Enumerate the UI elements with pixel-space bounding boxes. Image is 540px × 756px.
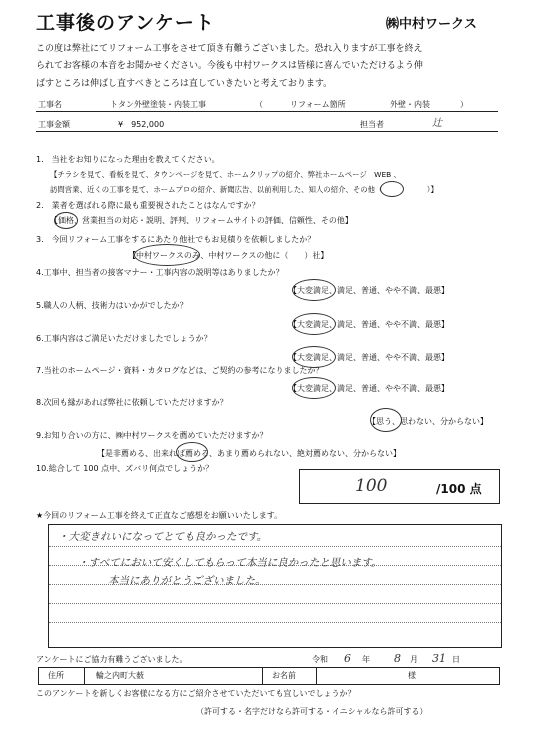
staff-value: 辻 xyxy=(432,118,442,129)
q3-text: 3. 今回リフォーム工事をするにあたり他社でもお見積りを依頼しましたか？ xyxy=(36,235,316,244)
q10-text: 10.総合して 100 点中、ズバリ何点でしょうか？ xyxy=(36,464,214,473)
score-max: /100 点 xyxy=(436,482,482,496)
q1-answer-circle xyxy=(380,181,404,197)
work-name-label: 工事名 xyxy=(38,100,62,109)
paren-open: （ xyxy=(255,100,263,109)
q9-text: 9.お知り合いの方に、㈱中村ワークスを薦めていただけますか？ xyxy=(36,431,268,440)
date-month-unit: 月 xyxy=(410,655,418,664)
amount-label: 工事金額 xyxy=(38,120,70,129)
date-year-unit: 年 xyxy=(362,655,370,664)
comment-line-2: ・すべてにおいて安くしてもらって本当に良かったと思います。 xyxy=(78,557,382,569)
q1-options-1: 【チラシを見て、看板を見て、タウンページを見て、ホームクリップの紹介、弊社ホームページ WEB 、 xyxy=(50,170,401,179)
q3-answer-circle xyxy=(134,244,200,266)
q4-answer-circle xyxy=(292,279,336,301)
q2-text: 2. 業者を選ばれる際に最も重要視されたことはなんですか？ xyxy=(36,201,260,210)
q2-answer-circle xyxy=(54,212,78,229)
q3-options: 【中村ワークスのみ、中村ワークスの他に（ ）社】 xyxy=(128,251,329,260)
referral-options: （許可する・名字だけなら許可する・イニシャルなら許可する） xyxy=(196,707,428,716)
q9-options: 【是非薦める、出来れば薦める、あまり薦められない、絶対薦めない、分からない】 xyxy=(97,449,401,458)
q6-text: 6.工事内容はご満足いただけましたでしょうか？ xyxy=(36,334,212,343)
date-month: 8 xyxy=(394,652,401,665)
q9-answer-circle xyxy=(176,442,208,462)
q5-answer-circle xyxy=(292,313,336,335)
q8-options: 【思う、思わない、分からない】 xyxy=(368,417,488,426)
q6-options: 【大変満足、満足、普通、やや不満、最悪】 xyxy=(289,353,449,362)
info-line-2 xyxy=(36,131,498,132)
comment-rule xyxy=(49,603,501,604)
intro-line-3: ばすところは伸ばし直すべきところは直していきたいと考えております。 xyxy=(36,79,333,89)
location-label: リフォーム箇所 xyxy=(290,100,346,109)
q2-options: 【価格、営業担当の対応・説明、評判、リフォームサイトの評価、信頼性、その他】 xyxy=(50,216,353,225)
intro-line-1: この度は弊社にてリフォーム工事をさせて頂き有難うございました。恐れ入りますが工事を終え xyxy=(36,44,423,54)
date-year: 6 xyxy=(344,652,351,665)
q1-options-2: 訪問営業、近くの工事を見て、ホームプロの紹介、新聞広告、以前利用した、知人の紹介、その他（ ）】 xyxy=(50,185,438,194)
q7-text: 7.当社のホームページ・資料・カタログなどは、ご契約の参考になりましたか？ xyxy=(36,366,324,375)
comment-rule xyxy=(49,546,501,547)
q5-text: 5.職人の人柄、技術力はいかがでしたか？ xyxy=(36,301,188,310)
date-day: 31 xyxy=(432,652,446,665)
address-value: 輪之内町大薮 xyxy=(96,671,144,680)
date-era: 令和 xyxy=(312,655,328,664)
comment-line-1: ・大変きれいになってとても良かったです。 xyxy=(58,531,268,543)
info-line-1 xyxy=(36,111,498,112)
referral-question: このアンケートを新しくお客様になる方にご紹介させていただいても宜しいでしょうか？ xyxy=(36,689,356,698)
comment-prompt: ★今回のリフォーム工事を終えて正直なご感想をお願いいたします。 xyxy=(36,511,283,520)
staff-label: 担当者 xyxy=(360,120,384,129)
address-label: 住所 xyxy=(48,671,64,680)
name-suffix: 様 xyxy=(408,671,416,680)
q4-options: 【大変満足、満足、普通、やや不満、最悪】 xyxy=(289,286,449,295)
page-title: 工事後のアンケート xyxy=(36,12,215,34)
company-name: ㈱中村ワークス xyxy=(386,17,477,32)
work-name-value: トタン外壁塗装・内装工事 xyxy=(110,100,206,109)
table-divider xyxy=(262,667,263,685)
comment-rule xyxy=(49,622,501,623)
amount-value: ¥ 952,000 xyxy=(118,120,165,129)
q7-answer-circle xyxy=(292,377,336,399)
q7-options: 【大変満足、満足、普通、やや不満、最悪】 xyxy=(289,384,449,393)
paren-close: ） xyxy=(460,100,468,109)
q5-options: 【大変満足、満足、普通、やや不満、最悪】 xyxy=(289,320,449,329)
q6-answer-circle xyxy=(292,346,336,368)
comment-line-3: 本当にありがとうございました。 xyxy=(108,575,266,587)
table-divider xyxy=(84,667,85,685)
q4-text: 4.工事中、担当者の接客マナー・工事内容の説明等はありましたか？ xyxy=(36,268,284,277)
intro-line-2: られてお客様の本音をお聞かせください。今後も中村ワークスは皆様に喜んでいただけるよう伸 xyxy=(36,61,423,71)
q8-text: 8.次回も縁があれば弊社に依頼していただけますか？ xyxy=(36,398,228,407)
thanks-text: アンケートにご協力有難うございました。 xyxy=(36,655,188,664)
score-value: 100 xyxy=(355,476,388,496)
date-day-unit: 日 xyxy=(452,655,460,664)
q1-text: 1. 当社をお知りになった理由を教えてください。 xyxy=(36,155,220,164)
q8-answer-circle xyxy=(370,408,402,432)
table-divider xyxy=(316,667,317,685)
name-label: お名前 xyxy=(272,671,296,680)
location-value: 外壁・内装 xyxy=(390,100,430,109)
